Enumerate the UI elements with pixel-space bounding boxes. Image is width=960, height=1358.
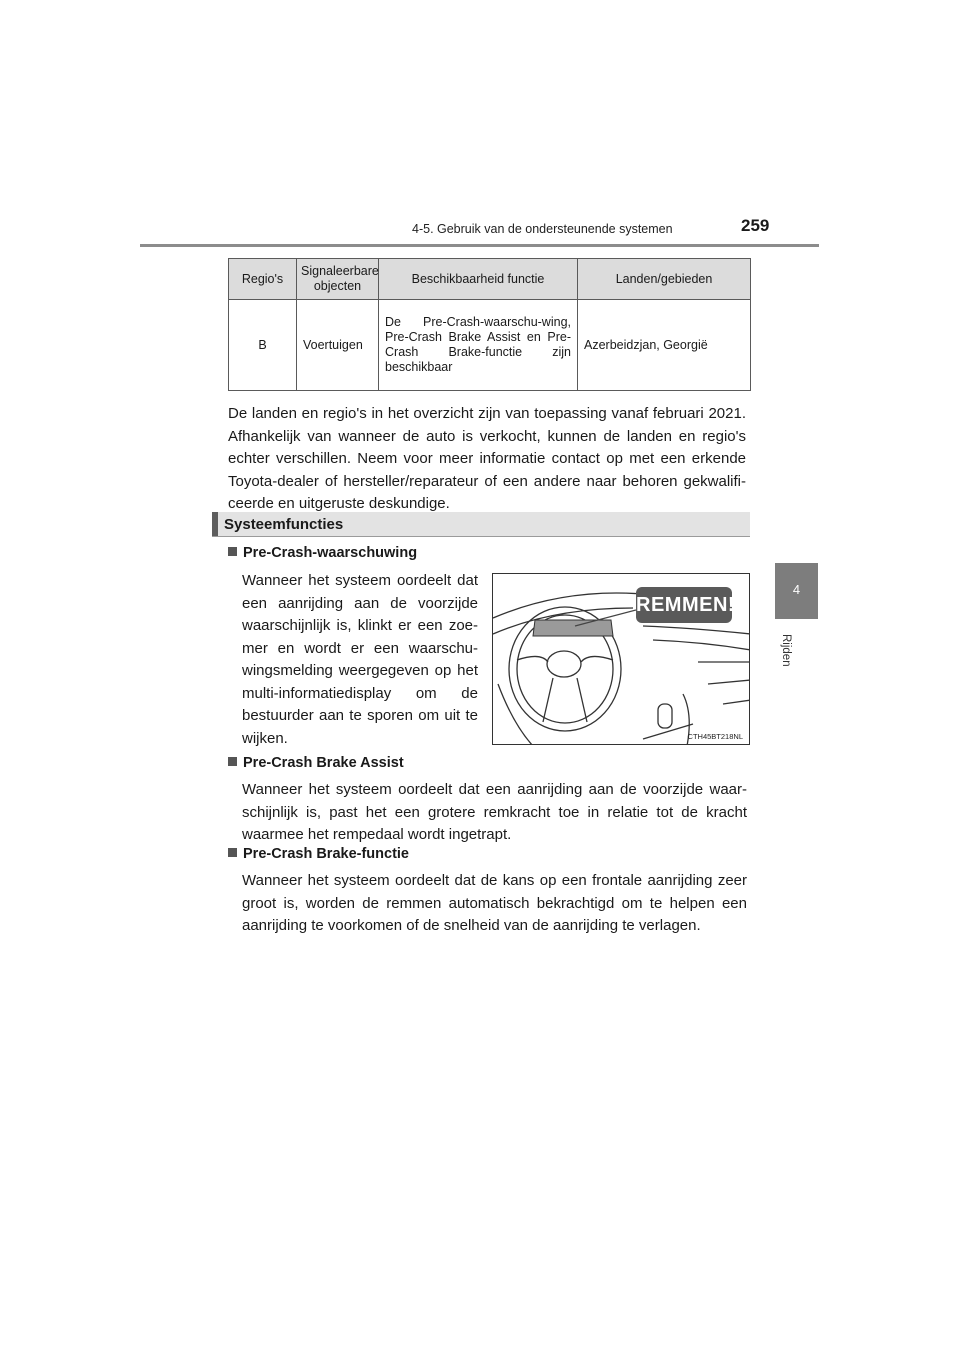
warning-message: REMMEN! [636,587,732,623]
item-heading [228,545,417,561]
item-title: Pre-Crash Brake-functie [243,846,409,862]
section-heading [212,512,750,537]
bullet-square-icon [228,848,237,857]
item-heading [228,846,409,862]
item-title: Pre-Crash-waarschuwing [243,545,418,561]
table-cell-countries: Azerbeidzjan, Georgië [578,300,751,391]
item-text: Wanneer het systeem oordeelt dat een aanrijding aan de voorzijde waar-schijnlijk is, past het een grotere remkracht toe in relatie tot de kracht waarmee het rempedaal wordt ingetrapt. [242,781,747,843]
section-title: Systeemfuncties [224,516,344,533]
table-row [229,300,751,391]
table-header-cell: Signaleerbare objecten [297,259,379,300]
chapter-label: Rijden [780,634,792,667]
item-title: Pre-Crash Brake Assist [243,755,404,771]
table-header-cell: Beschikbaarheid functie [379,259,578,300]
table-cell-objects: Voertuigen [297,300,379,391]
header-rule [140,244,819,247]
bullet-square-icon [228,547,237,556]
table-header-cell: Regio's [229,259,297,300]
chapter-tab [775,563,818,619]
table-header-row [229,259,751,300]
dashboard-illustration [492,573,750,745]
table-cell-region: B [229,300,297,391]
table-cell-availability: De Pre-Crash-waarschu-wing, Pre-Crash Brake Assist en Pre-Crash Brake-functie zijn beschikbaar [379,300,578,391]
item-heading [228,755,404,771]
running-header: 4-5. Gebruik van de ondersteunende systemen [412,222,673,236]
item-text: Wanneer het systeem oordeelt dat een aanrijding aan de voorzijde waarschijnlijk is, klinkt er een zoe-mer en wordt er een waarschu-wingsmelding weergegeven op het multi-informatiedisplay om de bestuurder aan te sporen om uit te wijken. [242,572,478,747]
item-text: Wanneer het systeem oordeelt dat de kans op een frontale aanrijding zeer groot is, worden de remmen automatisch bekrachtigd om te helpen een aanrijding te voorkomen of de snelheid van de aanrijding te verlagen. [242,872,747,934]
bullet-square-icon [228,757,237,766]
chapter-number: 4 [792,582,801,597]
validity-paragraph: De landen en regio's in het overzicht zijn van toepassing vanaf februari 2021. Afhankelijk van wanneer de auto is verkocht, kunnen de landen en regio's echter verschillen. Neem voor meer informatie contact op met een erkende Toyota-dealer of hersteller/reparateur of een andere naar behoren gekwalifi-ceerde en uitgeruste deskundige. [228,405,746,512]
table-header-cell: Landen/gebieden [578,259,751,300]
figure-code: CTH45BT218NL [687,732,743,741]
page-number: 259 [741,216,770,235]
section-heading-bar [212,512,218,536]
regions-table [228,258,751,391]
